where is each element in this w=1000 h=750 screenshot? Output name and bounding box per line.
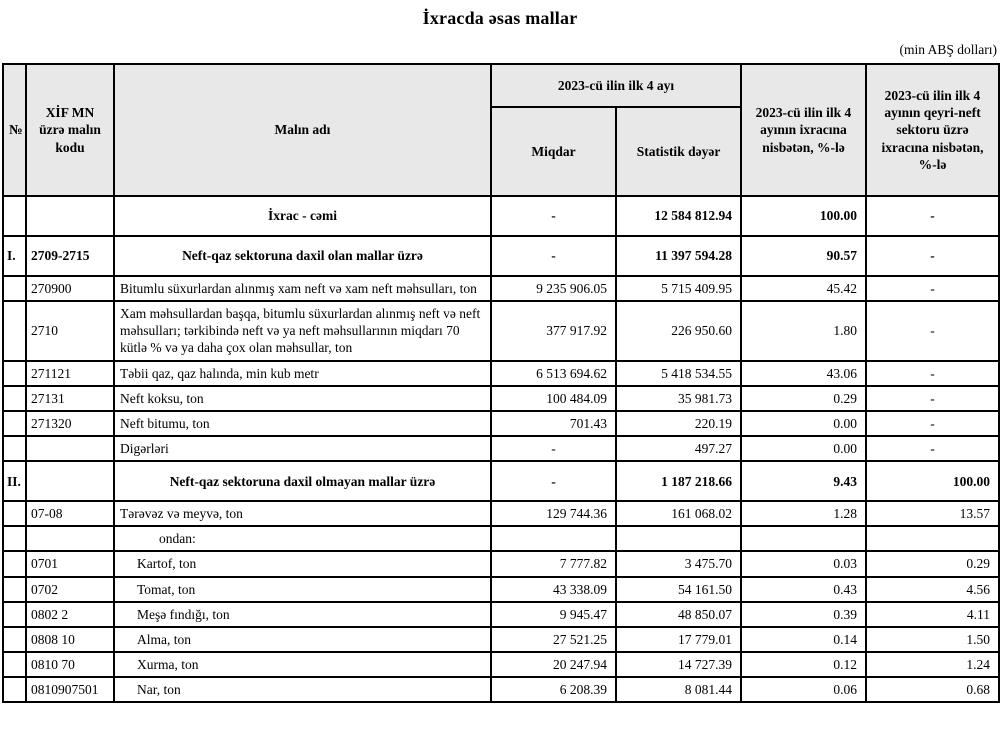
cell-deyer: 5 418 534.55: [616, 361, 741, 386]
cell-no: [3, 652, 26, 677]
cell-code: 271320: [26, 411, 114, 436]
cell-nisbet: 0.06: [741, 677, 866, 702]
cell-deyer: 220.19: [616, 411, 741, 436]
cell-no: [3, 501, 26, 526]
cell-nisbet: 45.42: [741, 276, 866, 301]
cell-qeyri: -: [866, 196, 999, 236]
col-header-no: №: [3, 64, 26, 196]
cell-miqdar: 6 208.39: [491, 677, 616, 702]
section-row: [3, 196, 999, 236]
table-row: [3, 526, 999, 551]
cell-code: 0702: [26, 577, 114, 602]
cell-deyer: 54 161.50: [616, 577, 741, 602]
cell-deyer: 14 727.39: [616, 652, 741, 677]
cell-nisbet: 90.57: [741, 236, 866, 276]
table-row: [3, 627, 999, 652]
cell-nisbet: 0.39: [741, 602, 866, 627]
cell-qeyri: 4.11: [866, 602, 999, 627]
table-row: [3, 276, 999, 301]
col-header-name: Malın adı: [114, 64, 491, 196]
cell-code: 271121: [26, 361, 114, 386]
cell-miqdar: 377 917.92: [491, 301, 616, 360]
table-row: [3, 361, 999, 386]
cell-no: [3, 577, 26, 602]
cell-miqdar: [491, 526, 616, 551]
cell-code: 270900: [26, 276, 114, 301]
cell-name: İxrac - cəmi: [114, 196, 491, 236]
cell-qeyri: 4.56: [866, 577, 999, 602]
cell-miqdar: 701.43: [491, 411, 616, 436]
col-header-code: XİF MN üzrə malın kodu: [26, 64, 114, 196]
cell-nisbet: 43.06: [741, 361, 866, 386]
cell-deyer: 8 081.44: [616, 677, 741, 702]
table-row: [3, 386, 999, 411]
cell-miqdar: 27 521.25: [491, 627, 616, 652]
cell-code: 27131: [26, 386, 114, 411]
cell-no: [3, 677, 26, 702]
col-header-deyer: Statistik dəyər: [616, 107, 741, 196]
cell-no: I.: [3, 236, 26, 276]
cell-name: ondan:: [114, 526, 491, 551]
cell-code: [26, 196, 114, 236]
cell-deyer: 5 715 409.95: [616, 276, 741, 301]
cell-name: Xam məhsullardan başqa, bitumlu süxurlardan alınmış neft və neft məhsulları; tərkibində neft və ya neft məhsullarının miqdarı 70 kütlə % və ya daha çox olan məhsullar, ton: [114, 301, 491, 360]
col-header-share-nonoil: 2023-cü ilin ilk 4 ayının qeyri-neft sektoru üzrə ixracına nisbətən, %-lə: [866, 64, 999, 196]
cell-code: 0810907501: [26, 677, 114, 702]
unit-note: (min ABŞ dolları): [899, 42, 997, 57]
report-page: [2, 0, 998, 703]
cell-nisbet: 1.28: [741, 501, 866, 526]
page-title: İxracda əsas mallar: [422, 8, 578, 28]
cell-qeyri: 13.57: [866, 501, 999, 526]
section-row: [3, 461, 999, 501]
cell-qeyri: 1.24: [866, 652, 999, 677]
cell-no: [3, 361, 26, 386]
cell-no: [3, 602, 26, 627]
cell-deyer: 17 779.01: [616, 627, 741, 652]
cell-no: [3, 436, 26, 461]
cell-miqdar: -: [491, 436, 616, 461]
cell-miqdar: -: [491, 196, 616, 236]
table-row: [3, 436, 999, 461]
cell-name: Tomat, ton: [114, 577, 491, 602]
cell-qeyri: -: [866, 361, 999, 386]
cell-qeyri: -: [866, 301, 999, 360]
cell-no: [3, 526, 26, 551]
table-row: [3, 602, 999, 627]
cell-code: [26, 526, 114, 551]
table-row: [3, 577, 999, 602]
cell-nisbet: 0.14: [741, 627, 866, 652]
cell-miqdar: 9 235 906.05: [491, 276, 616, 301]
cell-nisbet: 0.03: [741, 551, 866, 576]
cell-name: Nar, ton: [114, 677, 491, 702]
cell-miqdar: 7 777.82: [491, 551, 616, 576]
cell-no: [3, 411, 26, 436]
cell-code: 0701: [26, 551, 114, 576]
cell-code: [26, 461, 114, 501]
cell-miqdar: 43 338.09: [491, 577, 616, 602]
cell-no: [3, 301, 26, 360]
cell-qeyri: [866, 526, 999, 551]
cell-no: [3, 551, 26, 576]
cell-deyer: 497.27: [616, 436, 741, 461]
cell-no: [3, 386, 26, 411]
cell-deyer: 12 584 812.94: [616, 196, 741, 236]
cell-deyer: [616, 526, 741, 551]
cell-code: 2710: [26, 301, 114, 360]
cell-qeyri: -: [866, 236, 999, 276]
cell-deyer: 48 850.07: [616, 602, 741, 627]
cell-name: Neft bitumu, ton: [114, 411, 491, 436]
cell-code: 0802 2: [26, 602, 114, 627]
cell-name: Alma, ton: [114, 627, 491, 652]
cell-name: Təbii qaz, qaz halında, min kub metr: [114, 361, 491, 386]
table-body: [3, 196, 999, 702]
cell-qeyri: 0.68: [866, 677, 999, 702]
cell-name: Neft-qaz sektoruna daxil olan mallar üzrə: [114, 236, 491, 276]
cell-code: 0810 70: [26, 652, 114, 677]
cell-miqdar: 129 744.36: [491, 501, 616, 526]
cell-name: Meşə fındığı, ton: [114, 602, 491, 627]
table-row: [3, 301, 999, 360]
cell-nisbet: 9.43: [741, 461, 866, 501]
cell-miqdar: -: [491, 461, 616, 501]
cell-code: 07-08: [26, 501, 114, 526]
exports-table: [2, 63, 1000, 703]
cell-miqdar: 20 247.94: [491, 652, 616, 677]
cell-code: [26, 436, 114, 461]
cell-qeyri: -: [866, 411, 999, 436]
cell-nisbet: 100.00: [741, 196, 866, 236]
cell-name: Digərləri: [114, 436, 491, 461]
cell-miqdar: -: [491, 236, 616, 276]
cell-nisbet: 1.80: [741, 301, 866, 360]
cell-no: II.: [3, 461, 26, 501]
cell-name: Xurma, ton: [114, 652, 491, 677]
cell-nisbet: 0.00: [741, 436, 866, 461]
col-header-share-total: 2023-cü ilin ilk 4 ayının ixracına nisbətən, %-lə: [741, 64, 866, 196]
cell-no: [3, 196, 26, 236]
table-row: [3, 411, 999, 436]
cell-code: 0808 10: [26, 627, 114, 652]
cell-nisbet: 0.29: [741, 386, 866, 411]
col-header-miqdar: Miqdar: [491, 107, 616, 196]
cell-no: [3, 276, 26, 301]
cell-deyer: 3 475.70: [616, 551, 741, 576]
cell-nisbet: 0.43: [741, 577, 866, 602]
cell-name: Neft-qaz sektoruna daxil olmayan mallar üzrə: [114, 461, 491, 501]
cell-nisbet: 0.12: [741, 652, 866, 677]
table-row: [3, 677, 999, 702]
cell-qeyri: 1.50: [866, 627, 999, 652]
cell-name: Tərəvəz və meyvə, ton: [114, 501, 491, 526]
table-row: [3, 551, 999, 576]
col-header-period-group: 2023-cü ilin ilk 4 ayı: [491, 64, 741, 107]
cell-nisbet: 0.00: [741, 411, 866, 436]
cell-deyer: 35 981.73: [616, 386, 741, 411]
table-row: [3, 501, 999, 526]
cell-qeyri: -: [866, 436, 999, 461]
cell-deyer: 161 068.02: [616, 501, 741, 526]
cell-miqdar: 6 513 694.62: [491, 361, 616, 386]
cell-nisbet: [741, 526, 866, 551]
cell-qeyri: 100.00: [866, 461, 999, 501]
cell-qeyri: 0.29: [866, 551, 999, 576]
cell-qeyri: -: [866, 276, 999, 301]
cell-qeyri: -: [866, 386, 999, 411]
cell-name: Kartof, ton: [114, 551, 491, 576]
cell-name: Neft koksu, ton: [114, 386, 491, 411]
cell-code: 2709-2715: [26, 236, 114, 276]
cell-miqdar: 9 945.47: [491, 602, 616, 627]
cell-deyer: 226 950.60: [616, 301, 741, 360]
cell-deyer: 11 397 594.28: [616, 236, 741, 276]
table-header: [3, 64, 999, 196]
cell-no: [3, 627, 26, 652]
cell-name: Bitumlu süxurlardan alınmış xam neft və xam neft məhsulları, ton: [114, 276, 491, 301]
cell-miqdar: 100 484.09: [491, 386, 616, 411]
cell-deyer: 1 187 218.66: [616, 461, 741, 501]
section-row: [3, 236, 999, 276]
table-row: [3, 652, 999, 677]
